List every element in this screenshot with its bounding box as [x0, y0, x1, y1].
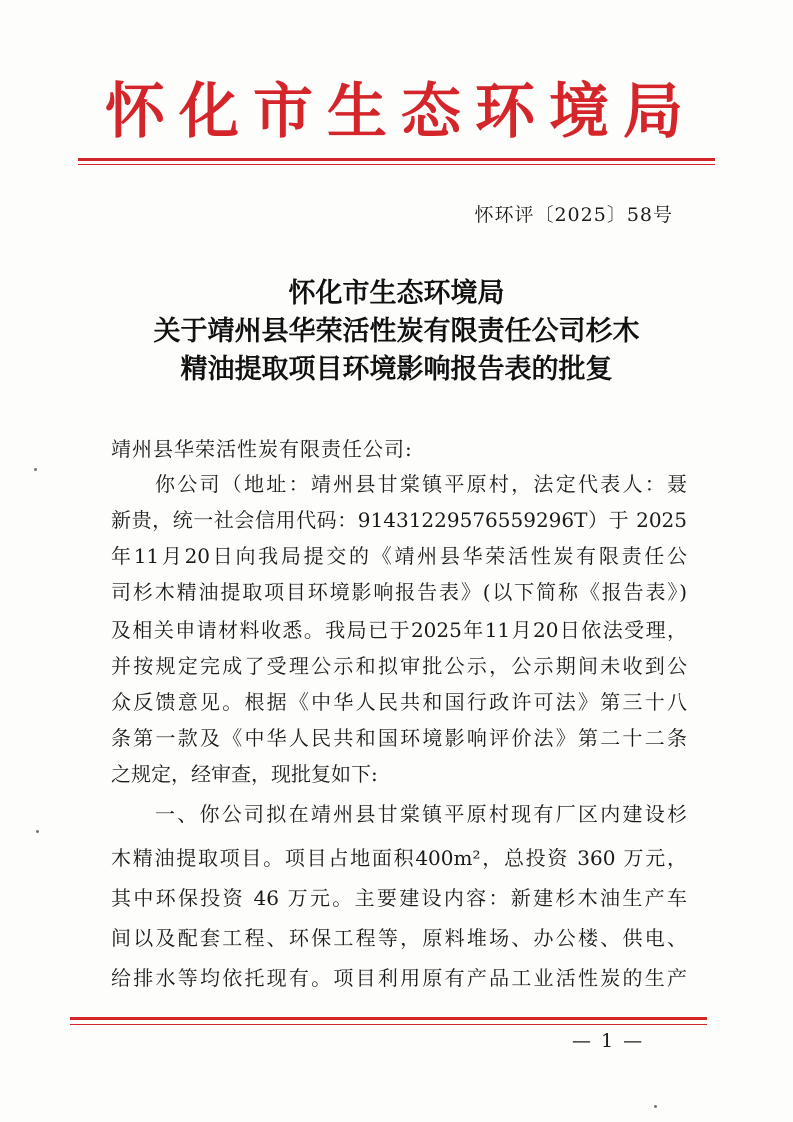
body-line: 及相关申请材料收悉。我局已于2025年11月20日依法受理，: [111, 618, 687, 642]
header-red-rule-thick: [78, 158, 715, 161]
document-number: 怀环评〔2025〕58号: [474, 204, 673, 226]
addressee: 靖州县华荣活性炭有限责任公司:: [111, 437, 413, 461]
body-line: 给排水等均依托现有。项目利用原有产品工业活性炭的生产: [111, 966, 687, 990]
body-line: 木精油提取项目。项目占地面积400m²，总投资 360 万元，: [111, 846, 687, 870]
body-line: 条第一款及《中华人民共和国环境影响评价法》第二十二条: [111, 726, 687, 750]
body-line: 年11月20日向我局提交的《靖州县华荣活性炭有限责任公: [111, 544, 687, 568]
issuing-organization-header: 怀化市生态环境局: [105, 77, 697, 147]
title-line-1: 怀化市生态环境局: [288, 278, 505, 309]
body-line: 新贵，统一社会信用代码：91431229576559296T）于 2025: [111, 508, 687, 532]
body-line: 司杉木精油提取项目环境影响报告表》(以下简称《报告表》): [111, 580, 687, 604]
document-title: [60, 275, 733, 389]
body-line: 并按规定完成了受理公示和拟审批公示，公示期间未收到公: [111, 654, 687, 678]
scan-speck: [34, 468, 37, 471]
scan-speck: [654, 1105, 657, 1108]
body-line: 一、你公司拟在靖州县甘棠镇平原村现有厂区内建设杉: [155, 802, 687, 826]
body-line: 之规定，经审查，现批复如下:: [111, 762, 378, 786]
footer-red-rule-thin: [70, 1024, 707, 1025]
title-line-2: 关于靖州县华荣活性炭有限责任公司杉木: [153, 316, 640, 347]
body-line: 间以及配套工程、环保工程等，原料堆场、办公楼、供电、: [111, 926, 687, 950]
header-red-rule-thin: [78, 164, 715, 165]
title-line-3: 精油提取项目环境影响报告表的批复: [180, 354, 613, 385]
footer-red-rule-thick: [70, 1017, 707, 1020]
body-line: 其中环保投资 46 万元。主要建设内容：新建杉木油生产车: [111, 886, 687, 910]
body-line: 众反馈意见。根据《中华人民共和国行政许可法》第三十八: [111, 690, 687, 714]
body-line: 你公司（地址：靖州县甘棠镇平原村，法定代表人：聂: [155, 472, 687, 496]
page-number: — 1 —: [572, 1030, 645, 1052]
scan-speck: [36, 830, 39, 833]
